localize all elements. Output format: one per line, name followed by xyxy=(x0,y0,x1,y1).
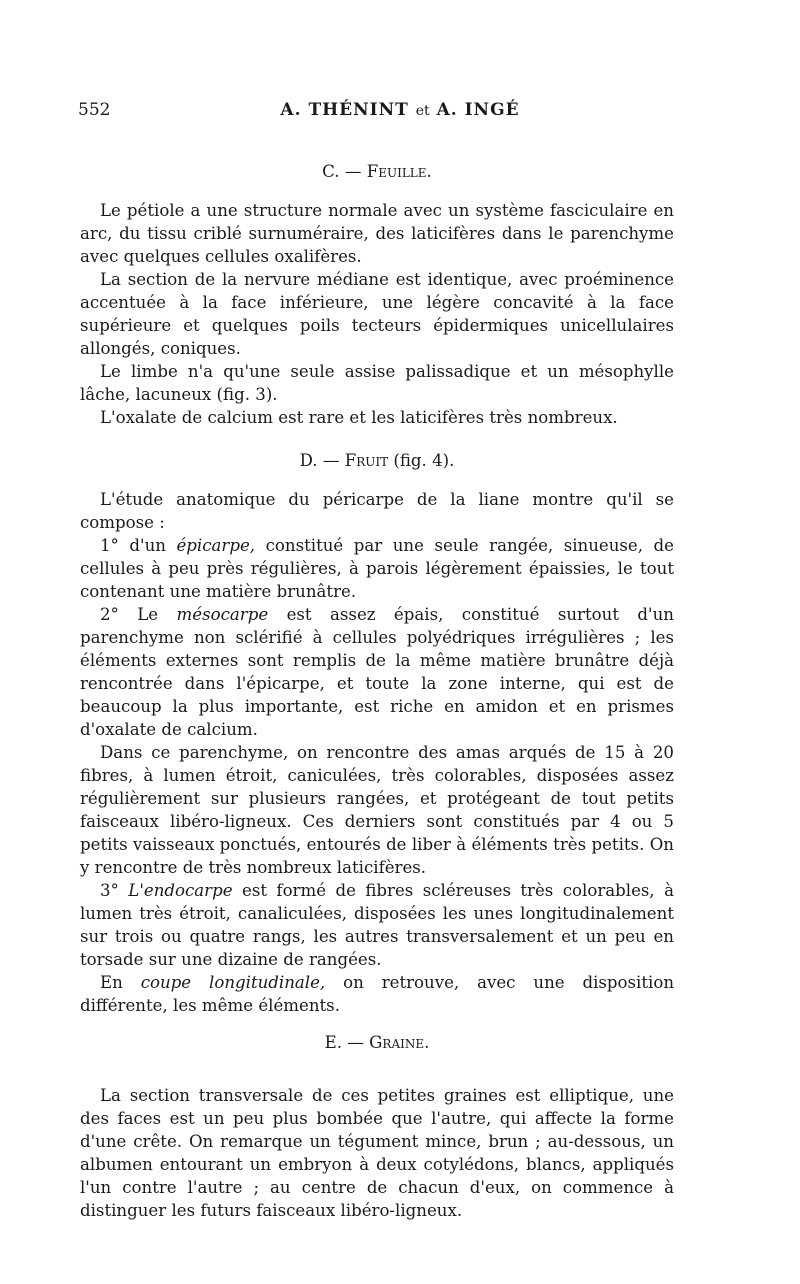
paragraph: Le pétiole a une structure normale avec un système fasciculaire en arc, du tissu criblé surnuméraire, des laticifères dans le parenchyme avec quelques cellules oxalifères. xyxy=(80,201,674,266)
section-heading-graine xyxy=(80,1031,674,1054)
section-label: D. — xyxy=(299,451,340,470)
paragraph-coupe-longitudinale: En coupe longitudinale, on retrouve, avec une disposition différente, les même éléments. xyxy=(80,973,675,1015)
paragraph: La section transversale de ces petites graines est elliptique, une des faces est un peu plus bombée que l'autre, qui affecte la forme d'une crête. On remarque un tégument mince, brun ; au-dessous, un albumen entourant un embryon à deux cotylédons, blancs, appliqués l'un contre l'autre ; au centre de chacun d'eux, on commence à distinguer les futurs faisceaux libéro-ligneux. xyxy=(80,1086,674,1220)
paragraph: L'étude anatomique du péricarpe de la liane montre qu'il se compose : xyxy=(80,490,674,532)
term: L'endocarpe xyxy=(128,881,233,900)
author-2: A. INGÉ xyxy=(436,100,520,120)
term: épicarpe, xyxy=(176,536,256,555)
term: coupe longitudinale, xyxy=(140,973,326,992)
paragraph: La section de la nervure médiane est identique, avec proéminence accentuée à la face inférieure, une légère concavité à la face supérieure et quelques poils tecteurs épidermiques unicellulaires allongés, coniques. xyxy=(80,270,674,358)
paragraph-endocarpe: 3° L'endocarpe est formé de fibres scléreuses très colorables, à lumen très étroit, canaliculées, disposées les unes longitudinalement sur trois ou quatre rangs, les autres transversalement et un peu en torsade sur une dizaine de rangées. xyxy=(80,881,675,969)
paragraph: L'oxalate de calcium est rare et les laticifères très nombreux. xyxy=(100,408,618,427)
figure-reference: (fig. 4). xyxy=(393,451,455,470)
running-head xyxy=(78,100,722,120)
author-1: A. THÉNINT xyxy=(280,100,409,120)
page-number: 552 xyxy=(78,100,111,120)
term: mésocarpe xyxy=(176,605,269,624)
item-number: 2° xyxy=(100,605,119,624)
section-heading-fruit xyxy=(80,449,674,472)
page-body xyxy=(80,160,674,1222)
section-label: E. — xyxy=(324,1033,364,1052)
section-title: Fruit xyxy=(344,451,389,470)
item-number: 3° xyxy=(100,881,119,900)
paragraph: Le limbe n'a qu'une seule assise palissadique et un mésophylle lâche, lacuneux (fig. 3). xyxy=(80,362,674,404)
page-header xyxy=(78,100,722,130)
item-number: 1° xyxy=(100,536,119,555)
paragraph-mesocarpe: 2° Le mésocarpe est assez épais, constitué surtout d'un parenchyme non sclérifié à cellules polyédriques irrégulières ; les éléments externes sont remplis de la même matière brunâtre déjà rencontrée dans l'épicarpe, et toute la zone interne, qui est de beaucoup la plus importante, est riche en amidon et en prismes d'oxalate de calcium. xyxy=(80,605,674,739)
paragraph: Dans ce parenchyme, on rencontre des amas arqués de 15 à 20 fibres, à lumen étroit, caniculées, très colorables, disposées assez régulièrement sur plusieurs rangées, et protégeant de tout petits faisceaux libéro-ligneux. Ces derniers sont constitués par 4 ou 5 petits vaisseaux ponctués, entourés de liber à éléments très petits. On y rencontre de très nombreux laticifères. xyxy=(80,743,674,877)
section-title: Feuille. xyxy=(366,162,432,181)
conjunction: et xyxy=(415,103,430,119)
section-label: C. — xyxy=(322,162,362,181)
section-title: Graine. xyxy=(369,1033,430,1052)
section-heading-feuille xyxy=(80,160,674,183)
paragraph-epicarpe: 1° d'un épicarpe, constitué par une seule rangée, sinueuse, de cellules à peu près régulières, à parois légèrement épaissies, le tout contenant une matière brunâtre. xyxy=(80,536,674,601)
